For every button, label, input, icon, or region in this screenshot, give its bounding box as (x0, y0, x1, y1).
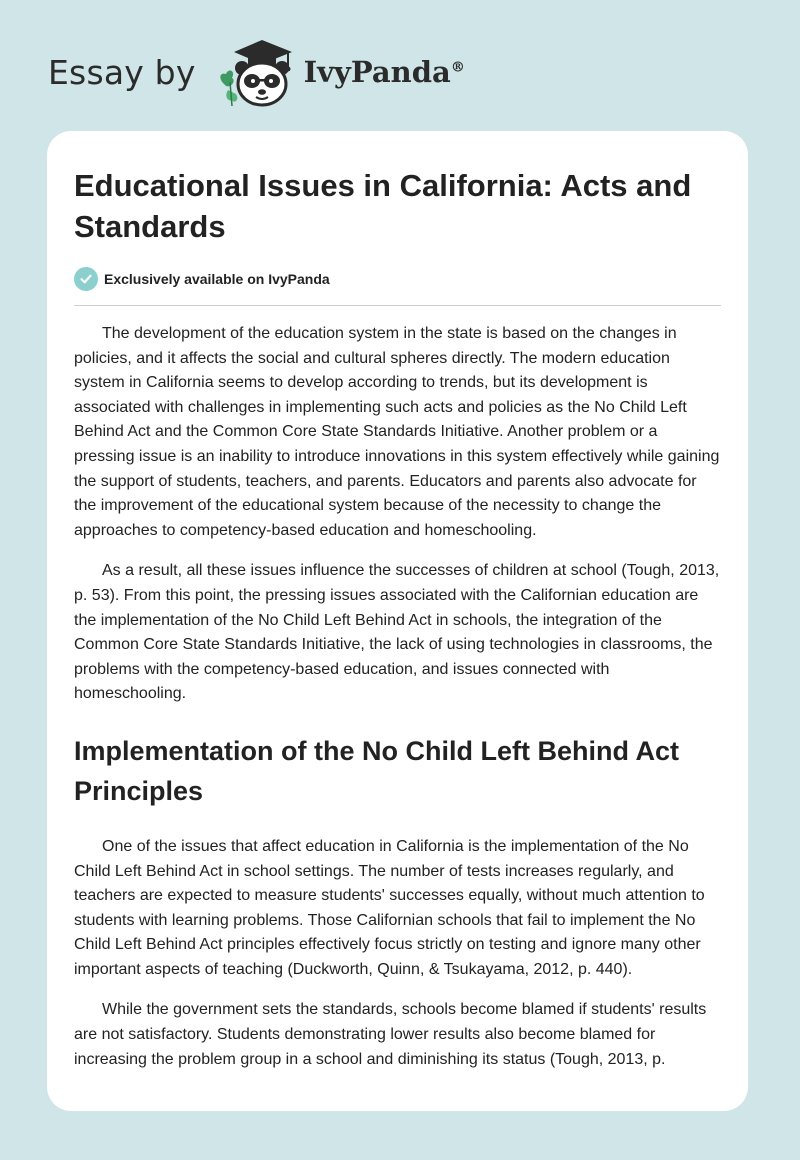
page-title: Educational Issues in California: Acts and Standards (74, 168, 692, 244)
divider (74, 305, 721, 306)
paragraph: The development of the education system in the state is based on the changes in policies, and it affects the social and cultural spheres directly. The modern education system in California seems to develop according to trends, but its development is associated with challenges in implementing such acts and policies as the No Child Left Behind Act and the Common Core State Standards Initiative. Another problem or a pressing issue is an inability to introduce innovations in this system effectively while gaining the support of students, teachers, and parents. Educators and parents also advocate for the improvement of the educational system because of the necessity to change the approaches to competency-based education and homeschooling. (74, 325, 720, 539)
paragraph: As a result, all these issues influence the successes of children at school (Tough, 2013, p. 53). From this point, the pressing issues associated with the Californian education are the implementation of the No Child Left Behind Act in schools, the integration of the Common Core State Standards Initiative, the lack of using technologies in classrooms, the problems with the competency-based education, and issues connected with homeschooling. (74, 562, 720, 703)
paragraph: One of the issues that affect education in California is the implementation of the No Child Left Behind Act in school settings. The number of tests increases regularly, and teachers are expected to measure students' successes equally, without much attention to students with learning problems. Those Californian schools that fail to implement the No Child Left Behind Act principles effectively focus strictly on testing and ignore many other important aspects of teaching (Duckworth, Quinn, & Tsukayama, 2012, p. 440). (74, 837, 705, 978)
exclusive-badge-label: Exclusively available on IvyPanda (104, 271, 330, 287)
exclusive-badge (74, 267, 721, 291)
check-circle-icon (74, 267, 98, 291)
site-header (48, 32, 465, 112)
essay-by-label: Essay by (48, 52, 196, 92)
panda-logo-icon[interactable] (214, 34, 300, 110)
essay-card (47, 131, 748, 1111)
brand-name[interactable]: IvyPanda® (303, 55, 465, 89)
paragraph: While the government sets the standards, schools become blamed if students' results are not satisfactory. Students demonstrating lower results also become blamed for increasing the problem group in a school and diminishing its status (Tough, 2013, p. (74, 1001, 707, 1068)
section-heading: Implementation of the No Child Left Behind Act Principles (74, 735, 679, 806)
